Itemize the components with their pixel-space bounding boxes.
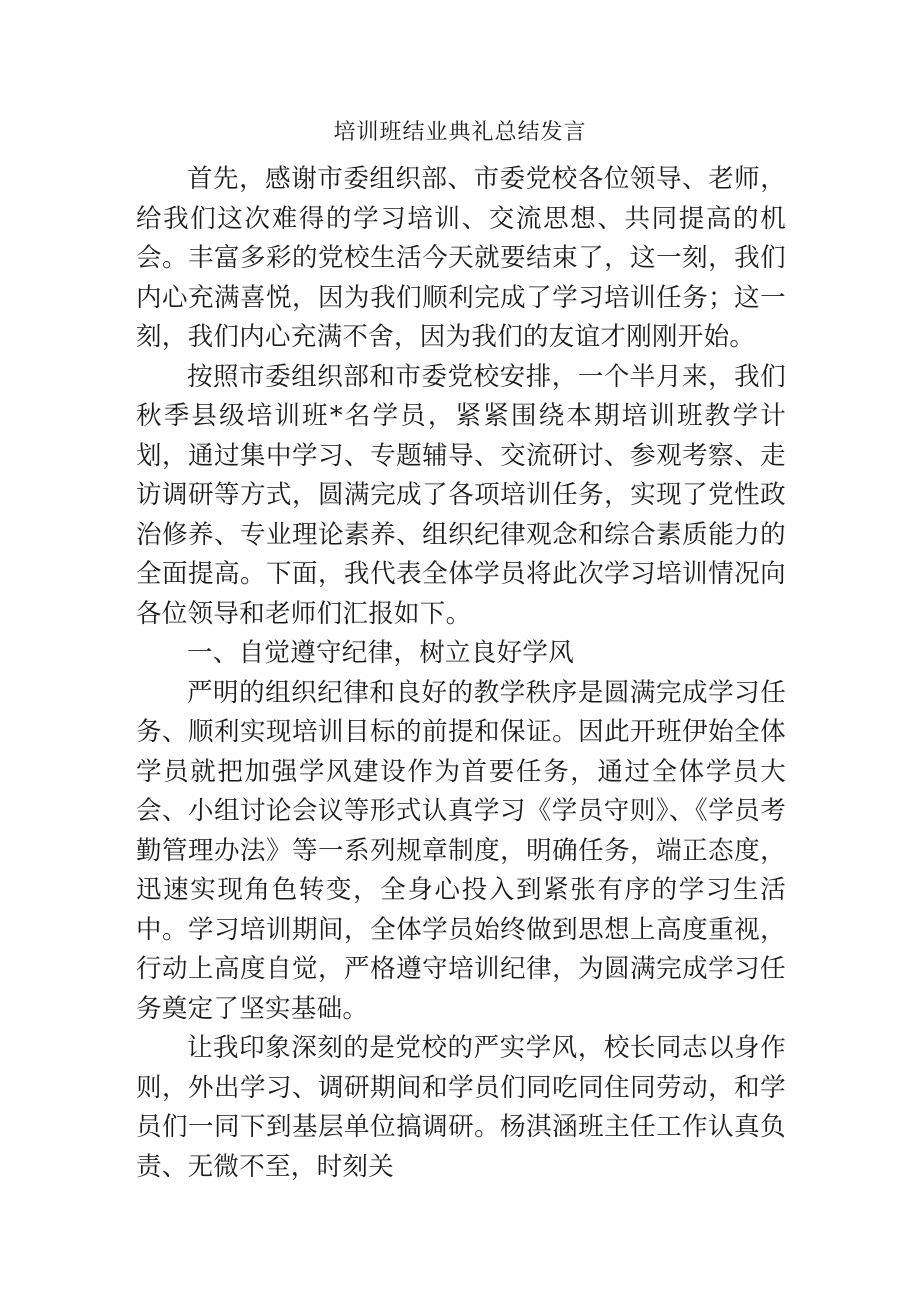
paragraph-discipline: 严明的组织纪律和良好的教学秩序是圆满完成学习任务、顺利实现培训目标的前提和保证。因此开班伊始全体学员就把加强学风建设作为首要任务，通过全体学员大会、小组讨论会议等形式认真学习《学员守则》、《学员考勤管理办法》等一系列规章制度，明确任务，端正态度，迅速实现角色转变，全身心投入到紧张有序的学习生活中。学习培训期间，全体学员始终做到思想上高度重视，行动上高度自觉，严格遵守培训纪律，为圆满完成学习任务奠定了坚实基础。 xyxy=(136,677,786,1024)
document-body xyxy=(136,160,786,1187)
paragraph-overview: 按照市委组织部和市委党校安排，一个半月来，我们秋季县级培训班*名学员，紧紧围绕本期培训班教学计划，通过集中学习、专题辅导、交流研讨、参观考察、走访调研等方式，圆满完成了各项培训任务，实现了党性政治修养、专业理论素养、组织纪律观念和综合素质能力的全面提高。下面，我代表全体学员将此次学习培训情况向各位领导和老师们汇报如下。 xyxy=(136,361,786,629)
document-title: 培训班结业典礼总结发言 xyxy=(333,120,587,145)
paragraph-impression: 让我印象深刻的是党校的严实学风，校长同志以身作则，外出学习、调研期间和学员们同吃同住同劳动，和学员们一同下到基层单位搞调研。杨淇涵班主任工作认真负责、无微不至，时刻关 xyxy=(136,1033,786,1182)
paragraph-gratitude: 首先，感谢市委组织部、市委党校各位领导、老师，给我们这次难得的学习培训、交流思想、共同提高的机会。丰富多彩的党校生活今天就要结束了，这一刻，我们内心充满喜悦，因为我们顺利完成了学习培训任务；这一刻，我们内心充满不舍，因为我们的友谊才刚刚开始。 xyxy=(136,164,786,352)
section-heading-discipline: 一、自觉遵守纪律，树立良好学风 xyxy=(187,638,575,668)
